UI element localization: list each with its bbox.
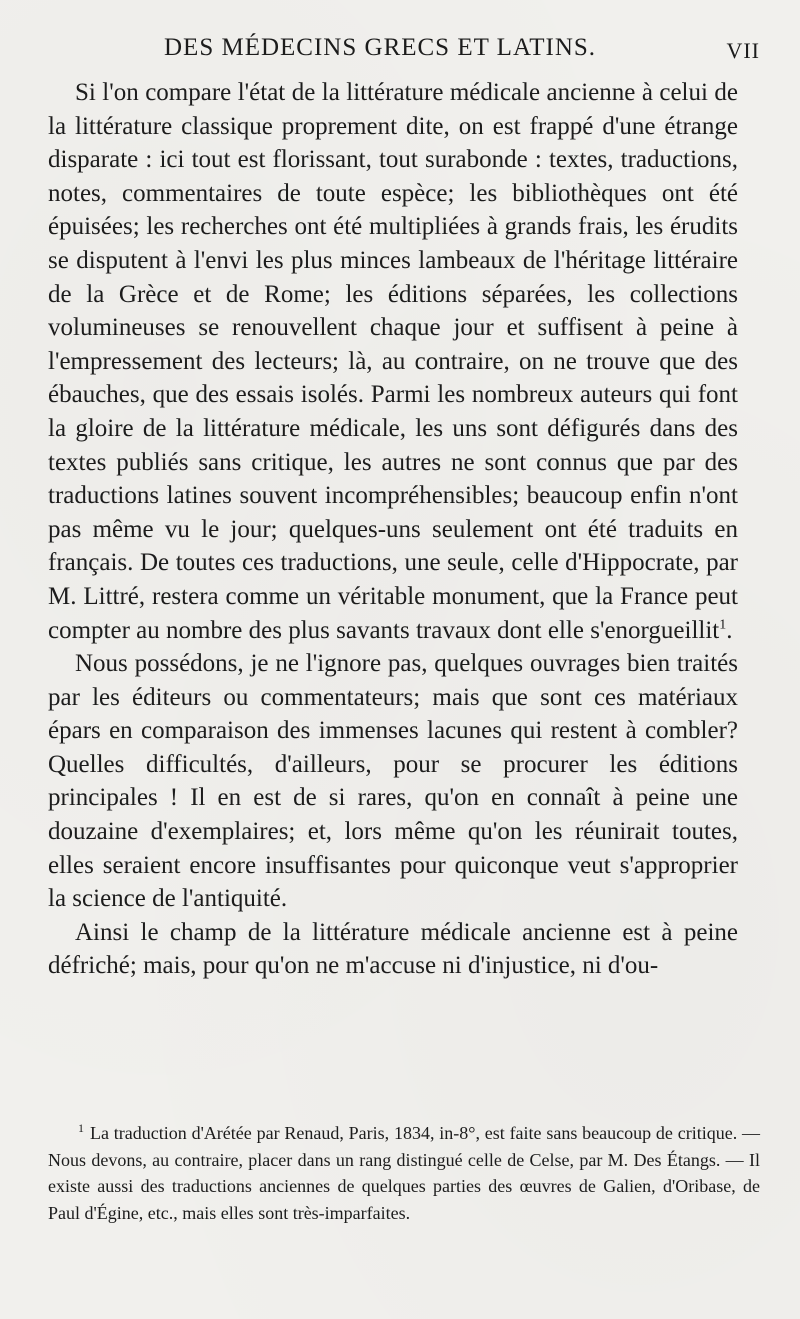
running-title: DES MÉDECINS GRECS ET LATINS. [164, 34, 597, 61]
footnotes [48, 1120, 760, 1226]
footnote-1 [48, 1120, 760, 1226]
paragraph-1 [48, 76, 738, 647]
paragraph-1-text: Si l'on compare l'état de la littérature médicale ancienne à celui de la littérature classique proprement dite, on est frappé d'une étrange disparate : ici tout est florissant, tout surabonde : textes, traductions, notes, commentaires de toute espèce; les bibliothèques ont été épuisées; les recherches ont été multipliées à grands frais, les érudits se disputent à l'envi les plus minces lambeaux de l'héritage littéraire de la Grèce et de Rome; les éditions séparées, les collections volumineuses se renouvellent chaque jour et suffisent à peine à l'empressement des lecteurs; là, au contraire, on ne trouve que des ébauches, que des essais isolés. Parmi les nombreux auteurs qui font la gloire de la littérature médicale, les uns sont défigurés dans des textes publiés sans critique, les autres ne sont connus que par des traductions latines souvent incompréhensibles; beaucoup enfin n'ont pas même vu le jour; quelques-uns seulement ont été traduits en français. De toutes ces traductions, une seule, celle d'Hippocrate, par M. Littré, restera comme un véritable monument, que la France peut compter au nombre des plus savants travaux dont elle s'enorgueillit [48, 79, 738, 644]
running-head [48, 34, 760, 70]
footnote-marker: 1 [78, 1121, 84, 1135]
paragraph-3: Ainsi le champ de la littérature médicale ancienne est à peine défriché; mais, pour qu'on ne m'accuse ni d'injustice, ni d'ou- [48, 918, 738, 980]
footnote-reference: 1 [719, 617, 727, 633]
body-text [48, 76, 738, 983]
page-number: VII [726, 38, 760, 63]
paragraph-2: Nous possédons, je ne l'ignore pas, quelques ouvrages bien traités par les éditeurs ou commentateurs; mais que sont ces matériaux épars en comparaison des immenses lacunes qui restent à combler? Quelles difficultés, d'ailleurs, pour se procurer les éditions principales ! Il en est de si rares, qu'on en connaît à peine une douzaine d'exemplaires; et, lors même qu'on les réunirait toutes, elles seraient encore insuffisantes pour quiconque veut s'approprier la science de l'antiquité. [48, 650, 738, 913]
footnote-text: La traduction d'Arétée par Renaud, Paris, 1834, in-8°, est faite sans beaucoup de critique. — Nous devons, au contraire, placer dans un rang distingué celle de Celse, par M. Des Étangs. — Il existe aussi des traductions anciennes de quelques parties des œuvres de Galien, d'Oribase, de Paul d'Égine, etc., mais elles sont très-imparfaites. [48, 1123, 760, 1223]
paragraph-1-end: . [726, 616, 733, 644]
